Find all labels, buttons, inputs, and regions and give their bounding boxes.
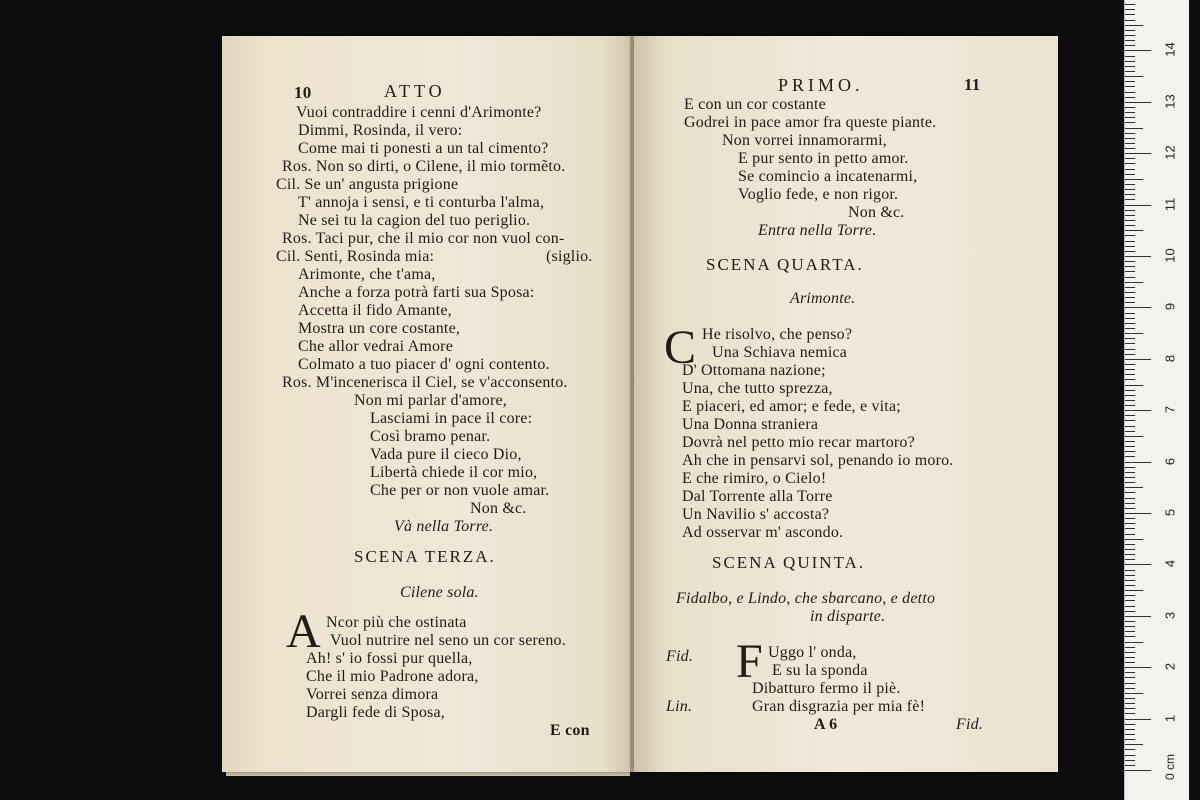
scene-character: in disparte. <box>810 608 886 625</box>
ruler-tick <box>1125 179 1143 180</box>
ruler-tick <box>1125 626 1135 627</box>
ruler-tick <box>1125 405 1135 406</box>
ruler-tick <box>1125 81 1135 82</box>
ruler-tick <box>1125 251 1135 252</box>
ruler-tick <box>1125 729 1135 730</box>
ruler-tick <box>1125 647 1135 648</box>
ruler-tick <box>1125 143 1135 144</box>
ruler-number: 5 <box>1162 508 1178 517</box>
ruler-tick <box>1125 564 1151 565</box>
ruler-tick <box>1125 755 1135 756</box>
aria-da-capo: Non &c. <box>470 500 527 517</box>
ruler-tick <box>1125 390 1135 391</box>
aria-line: Voglio fede, e non rigor. <box>738 186 899 203</box>
ruler-number: 3 <box>1162 611 1178 619</box>
ruler-tick <box>1125 102 1151 103</box>
ruler-tick <box>1125 441 1135 442</box>
scene-title: SCENA QUARTA. <box>706 255 864 274</box>
ruler-tick <box>1125 40 1135 41</box>
verse-line: He risolvo, che penso? <box>702 326 853 343</box>
ruler-tick <box>1125 148 1135 149</box>
ruler-tick <box>1125 364 1135 365</box>
scene-character: Arimonte. <box>790 290 856 307</box>
ruler-tick <box>1125 338 1135 339</box>
stage-direction: Và nella Torre. <box>394 518 494 535</box>
ruler-tick <box>1125 112 1135 113</box>
ruler-tick <box>1125 9 1135 10</box>
ruler-tick <box>1125 30 1135 31</box>
ruler-tick <box>1125 133 1135 134</box>
ruler-tick <box>1125 503 1135 504</box>
verse-line: Anche a forza potrà farti sua Sposa: <box>298 284 535 301</box>
ruler-tick <box>1125 138 1135 139</box>
scene-character: Fidalbo, e Lindo, che sbarcano, e detto <box>676 590 936 607</box>
ruler-tick <box>1125 122 1135 123</box>
drop-cap: F <box>736 635 763 688</box>
ruler-tick <box>1125 642 1143 643</box>
ruler-tick <box>1125 631 1135 632</box>
ruler-tick <box>1125 287 1135 288</box>
ruler-tick <box>1125 297 1135 298</box>
ruler-tick <box>1125 518 1135 519</box>
verse-line: D' Ottomana nazione; <box>682 362 826 379</box>
verse-line: Dargli fede di Sposa, <box>306 704 445 721</box>
ruler-tick <box>1125 354 1135 355</box>
verse-line: Vorrei senza dimora <box>306 686 439 703</box>
ruler-tick <box>1125 205 1151 206</box>
ruler-tick <box>1125 734 1135 735</box>
ruler-tick <box>1125 575 1135 576</box>
aria-line: Non mi parlar d'amore, <box>354 392 508 409</box>
ruler-tick <box>1125 158 1135 159</box>
left-running-head: ATTO <box>384 81 446 101</box>
verse-line: Cil. Se un' angusta prigione <box>276 176 459 193</box>
aria-line: Così bramo penar. <box>370 428 491 445</box>
verse-line: Dal Torrente alla Torre <box>682 488 833 505</box>
ruler-tick <box>1125 71 1135 72</box>
ruler-tick <box>1125 174 1135 175</box>
ruler-tick <box>1125 349 1135 350</box>
ruler-tick <box>1125 456 1135 457</box>
ruler-number: 2 <box>1162 663 1178 671</box>
ruler-tick <box>1125 76 1143 77</box>
ruler-tick <box>1125 590 1143 591</box>
scene-title: SCENA QUINTA. <box>712 553 866 572</box>
ruler-tick <box>1125 652 1135 653</box>
ruler-tick <box>1125 184 1135 185</box>
ruler-tick <box>1125 426 1135 427</box>
verse-line: Cil. Senti, Rosinda mia: <box>276 248 435 265</box>
verse-line: Ros. Non so dirti, o Cilene, il mio tormẽto. <box>282 158 566 175</box>
ruler-tick <box>1125 420 1135 421</box>
ruler-tick <box>1125 688 1135 689</box>
ruler-tick <box>1125 292 1135 293</box>
ruler-number: 7 <box>1162 406 1178 414</box>
ruler-tick <box>1125 215 1135 216</box>
ruler-tick <box>1125 636 1135 637</box>
ruler-tick <box>1125 128 1143 129</box>
ruler-tick <box>1125 693 1143 694</box>
ruler-tick <box>1125 379 1135 380</box>
drop-cap: C <box>664 321 697 374</box>
aria-line: Non vorrei innamorarmi, <box>722 132 887 149</box>
verse-line: Che allor vedrai Amore <box>298 338 454 355</box>
ruler-tick <box>1125 549 1135 550</box>
ruler-tick <box>1125 446 1135 447</box>
ruler-tick <box>1125 677 1135 678</box>
ruler-tick <box>1125 302 1135 303</box>
ruler-tick <box>1125 544 1135 545</box>
verse-line: Ad osservar m' ascondo. <box>682 524 844 541</box>
verse-line: Ros. M'incenerisca il Ciel, se v'acconsento. <box>282 374 568 391</box>
ruler-tick <box>1125 343 1135 344</box>
ruler-tick <box>1125 282 1143 283</box>
verse-line: Un Navilio s' accosta? <box>682 506 830 523</box>
ruler-tick <box>1125 657 1135 658</box>
ruler-tick <box>1125 698 1135 699</box>
ruler-number: 9 <box>1162 303 1178 311</box>
ruler-tick <box>1125 534 1135 535</box>
ruler-tick <box>1125 662 1135 663</box>
ruler-tick <box>1125 487 1143 488</box>
aria-line: Vada pure il cieco Dio, <box>370 446 522 463</box>
ruler-tick <box>1125 66 1135 67</box>
ruler-tick <box>1125 513 1151 514</box>
ruler-tick <box>1125 266 1135 267</box>
ruler-tick <box>1125 369 1135 370</box>
aria-da-capo: Non &c. <box>848 204 905 221</box>
ruler-tick <box>1125 765 1135 766</box>
ruler-tick <box>1125 539 1143 540</box>
ruler-tick <box>1125 256 1151 257</box>
verse-line: Ne sei tu la cagion del tuo periglio. <box>298 212 531 229</box>
ruler-tick <box>1125 554 1135 555</box>
ruler-tick <box>1125 482 1135 483</box>
ruler-tick <box>1125 770 1151 771</box>
ruler-tick <box>1125 199 1135 200</box>
ruler-number: 11 <box>1162 197 1178 211</box>
ruler-tick <box>1125 25 1143 26</box>
verse-line: T' annoja i sensi, e ti conturba l'alma, <box>298 194 545 211</box>
verse-line: Ah che in pensarvi sol, penando io moro. <box>682 452 954 469</box>
ruler-tick <box>1125 415 1135 416</box>
ruler-tick <box>1125 307 1151 308</box>
ruler-tick <box>1125 241 1135 242</box>
verse-line: Ah! s' io fossi pur quella, <box>306 650 473 667</box>
ruler-tick <box>1125 20 1135 21</box>
verse-line: E con un cor costante <box>684 96 826 113</box>
ruler-number: 8 <box>1162 354 1178 362</box>
ruler-tick <box>1125 713 1135 714</box>
ruler-tick <box>1125 225 1135 226</box>
ruler-tick <box>1125 117 1135 118</box>
ruler-tick <box>1125 61 1135 62</box>
ruler-tick <box>1125 323 1135 324</box>
ruler-tick <box>1125 492 1135 493</box>
ruler-tick <box>1125 261 1135 262</box>
ruler-unit-label: 0 cm <box>1163 754 1177 781</box>
ruler-tick <box>1125 277 1135 278</box>
ruler-tick <box>1125 616 1151 617</box>
verse-line: Ncor più che ostinata <box>326 614 467 631</box>
ruler-tick <box>1125 708 1135 709</box>
ruler-tick <box>1125 235 1135 236</box>
ruler-tick <box>1125 472 1135 473</box>
ruler-number: 6 <box>1162 457 1178 465</box>
ruler-tick <box>1125 92 1135 93</box>
ruler-tick <box>1125 570 1135 571</box>
right-running-head: PRIMO. <box>778 75 864 95</box>
verse-line: Godrei in pace amor fra queste piante. <box>684 114 937 131</box>
right-page <box>634 36 1058 772</box>
ruler-tick <box>1125 719 1151 720</box>
verse-line: Gran disgrazia per mia fè! <box>752 698 926 715</box>
ruler-tick <box>1125 35 1135 36</box>
ruler-tick <box>1125 395 1135 396</box>
ruler-tick <box>1125 153 1151 154</box>
ruler-number: 13 <box>1162 94 1178 109</box>
verse-line: Dibatturo fermo il piè. <box>752 680 901 697</box>
ruler-tick <box>1125 107 1135 108</box>
left-page-number: 10 <box>294 83 312 102</box>
ruler-tick <box>1125 508 1135 509</box>
ruler-tick <box>1125 400 1135 401</box>
verse-line: Una Schiava nemica <box>712 344 848 361</box>
drop-cap: A <box>286 605 321 658</box>
ruler-tick <box>1125 760 1135 761</box>
ruler-tick <box>1125 749 1135 750</box>
aria-line: Lasciami in pace il core: <box>370 410 533 427</box>
verse-line: Che il mio Padrone adora, <box>306 668 479 685</box>
ruler-tick <box>1125 50 1151 51</box>
catchword: Fid. <box>956 716 984 733</box>
signature-mark: A 6 <box>814 716 838 733</box>
ruler-tick <box>1125 318 1135 319</box>
ruler-tick <box>1125 246 1135 247</box>
verse-line: Vuol nutrire nel seno un cor sereno. <box>330 632 566 649</box>
ruler-tick <box>1125 462 1151 463</box>
catchword: E con <box>550 722 590 739</box>
ruler-tick <box>1125 163 1135 164</box>
open-book <box>222 36 1058 776</box>
ruler-tick <box>1125 744 1143 745</box>
aria-line: Libertà chiede il cor mio, <box>370 464 538 481</box>
ruler-number: 14 <box>1162 42 1178 58</box>
ruler-tick <box>1125 97 1135 98</box>
aria-line: Che per or non vuole amar. <box>370 482 550 499</box>
ruler-tick <box>1125 703 1135 704</box>
verse-line: E che rimiro, o Cielo! <box>682 470 827 487</box>
ruler-tick <box>1125 559 1135 560</box>
ruler-tick <box>1125 580 1135 581</box>
ruler-tick <box>1125 14 1135 15</box>
ruler-tick <box>1125 739 1135 740</box>
aria-line: E pur sento in petto amor. <box>738 150 909 167</box>
verse-line-turnover: (siglio. <box>546 248 593 265</box>
measuring-ruler <box>1124 0 1189 800</box>
ruler-tick <box>1125 528 1135 529</box>
ruler-tick <box>1125 436 1143 437</box>
ruler-number: 1 <box>1162 714 1178 722</box>
ruler-tick <box>1125 477 1135 478</box>
ruler-tick <box>1125 672 1135 673</box>
ruler-number: 4 <box>1162 560 1178 568</box>
ruler-tick <box>1125 220 1135 221</box>
ruler-tick <box>1125 45 1135 46</box>
verse-line: Arimonte, che t'ama, <box>298 266 436 283</box>
ruler-tick <box>1125 585 1135 586</box>
verse-line: Mostra un core costante, <box>298 320 461 337</box>
scene-title: SCENA TERZA. <box>354 547 496 566</box>
verse-line: Una, che tutto sprezza, <box>682 380 833 397</box>
verse-line: Ros. Taci pur, che il mio cor non vuol con- <box>282 230 565 247</box>
verse-line: Uggo l' onda, <box>768 644 857 661</box>
ruler-tick <box>1125 595 1135 596</box>
ruler-tick <box>1125 410 1151 411</box>
ruler-tick <box>1125 621 1135 622</box>
ruler-tick <box>1125 683 1135 684</box>
ruler-tick <box>1125 498 1135 499</box>
ruler-number: 10 <box>1162 248 1178 263</box>
ruler-number: 12 <box>1162 145 1178 160</box>
verse-line: Vuoi contraddire i cenni d'Arimonte? <box>296 104 542 121</box>
verse-line: Come mai ti ponesti a un tal cimento? <box>298 140 549 157</box>
speaker-label: Fid. <box>666 648 694 665</box>
speaker-label: Lin. <box>666 698 693 715</box>
ruler-tick <box>1125 230 1143 231</box>
ruler-tick <box>1125 611 1135 612</box>
ruler-tick <box>1125 271 1135 272</box>
ruler-tick <box>1125 523 1135 524</box>
ruler-tick <box>1125 359 1151 360</box>
verse-line: E su la sponda <box>772 662 868 679</box>
ruler-tick <box>1125 431 1135 432</box>
verse-line: Accetta il fido Amante, <box>298 302 452 319</box>
verse-line: Dimmi, Rosinda, il vero: <box>298 122 463 139</box>
left-page <box>222 36 634 772</box>
ruler-tick <box>1125 724 1135 725</box>
ruler-tick <box>1125 56 1135 57</box>
ruler-tick <box>1125 600 1135 601</box>
verse-line: E piaceri, ed amor; e fede, e vita; <box>682 398 901 415</box>
ruler-tick <box>1125 189 1135 190</box>
ruler-tick <box>1125 313 1135 314</box>
ruler-tick <box>1125 86 1135 87</box>
ruler-tick <box>1125 4 1135 5</box>
ruler-tick <box>1125 451 1135 452</box>
verse-line: Colmato a tuo piacer d' ogni contento. <box>298 356 550 373</box>
verse-line: Dovrà nel petto mio recar martoro? <box>682 434 915 451</box>
aria-line: Se comincio a incatenarmi, <box>738 168 918 185</box>
ruler-tick <box>1125 374 1135 375</box>
ruler-tick <box>1125 210 1135 211</box>
scene-character: Cilene sola. <box>400 584 479 601</box>
right-page-number: 11 <box>964 75 981 94</box>
ruler-tick <box>1125 606 1135 607</box>
verse-line: Una Donna straniera <box>682 416 819 433</box>
ruler-tick <box>1125 333 1143 334</box>
ruler-tick <box>1125 194 1135 195</box>
ruler-tick <box>1125 667 1151 668</box>
ruler-tick <box>1125 169 1135 170</box>
ruler-tick <box>1125 328 1135 329</box>
ruler-tick <box>1125 385 1143 386</box>
ruler-tick <box>1125 467 1135 468</box>
stage-direction: Entra nella Torre. <box>758 222 877 239</box>
